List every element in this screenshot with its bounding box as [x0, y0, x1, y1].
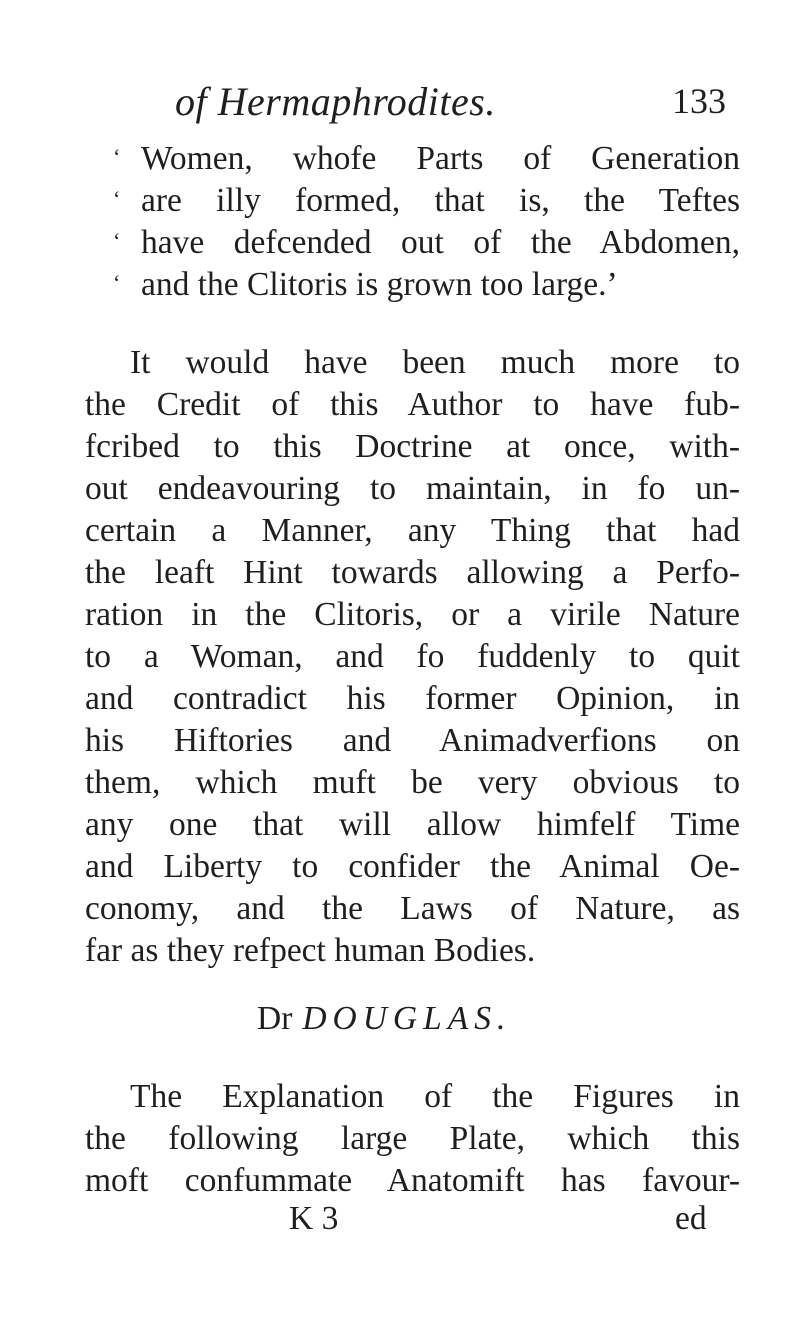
quote-line: have defcended out of the Abdomen,: [141, 224, 740, 261]
quote-mark: ‘: [113, 228, 121, 253]
quote-line: Women, whofe Parts of Generation: [141, 140, 740, 177]
paragraph-line: The Explanation of the Figures in: [130, 1078, 740, 1115]
paragraph-line: any one that will allow himfelf Time: [85, 806, 740, 843]
paragraph-line: the Credit of this Author to have fub-: [85, 386, 740, 423]
quote-mark: ‘: [113, 270, 121, 295]
paragraph-line: certain a Manner, any Thing that had: [85, 512, 740, 549]
paragraph-line: the leaft Hint towards allowing a Perfo-: [85, 554, 740, 591]
signature-mark: K 3: [289, 1200, 339, 1237]
paragraph-line: fcribed to this Doctrine at once, with-: [85, 428, 740, 465]
paragraph-line: It would have been much more to: [130, 344, 740, 381]
paragraph-line: ration in the Clitoris, or a virile Nature: [85, 596, 740, 633]
quote-mark: ‘: [113, 186, 121, 211]
catchword: ed: [675, 1200, 707, 1237]
paragraph-line: the following large Plate, which this: [85, 1120, 740, 1157]
paragraph-line: and Liberty to confider the Animal Oe-: [85, 848, 740, 885]
signature-name: DOUGLAS.: [302, 1000, 512, 1037]
paragraph-line: conomy, and the Laws of Nature, as: [85, 890, 740, 927]
running-head: of Hermaphrodites.: [175, 79, 496, 124]
quote-line: are illy formed, that is, the Teftes: [141, 182, 740, 219]
paragraph-line: his Hiftories and Animadverfions on: [85, 722, 740, 759]
paragraph-line: moft confummate Anatomift has favour-: [85, 1162, 740, 1199]
paragraph-line: them, which muft be very obvious to: [85, 764, 740, 801]
paragraph-line: out endeavouring to maintain, in fo un-: [85, 470, 740, 507]
quote-mark: ‘: [113, 144, 121, 169]
quote-line: and the Clitoris is grown too large.’: [141, 266, 618, 303]
paragraph-line: and contradict his former Opinion, in: [85, 680, 740, 717]
author-signature: [257, 1000, 511, 1038]
page-number: 133: [672, 81, 726, 121]
paragraph-line: far as they refpect human Bodies.: [85, 932, 536, 969]
signature-prefix: Dr: [257, 1000, 293, 1037]
paragraph-line: to a Woman, and fo fuddenly to quit: [85, 638, 740, 675]
